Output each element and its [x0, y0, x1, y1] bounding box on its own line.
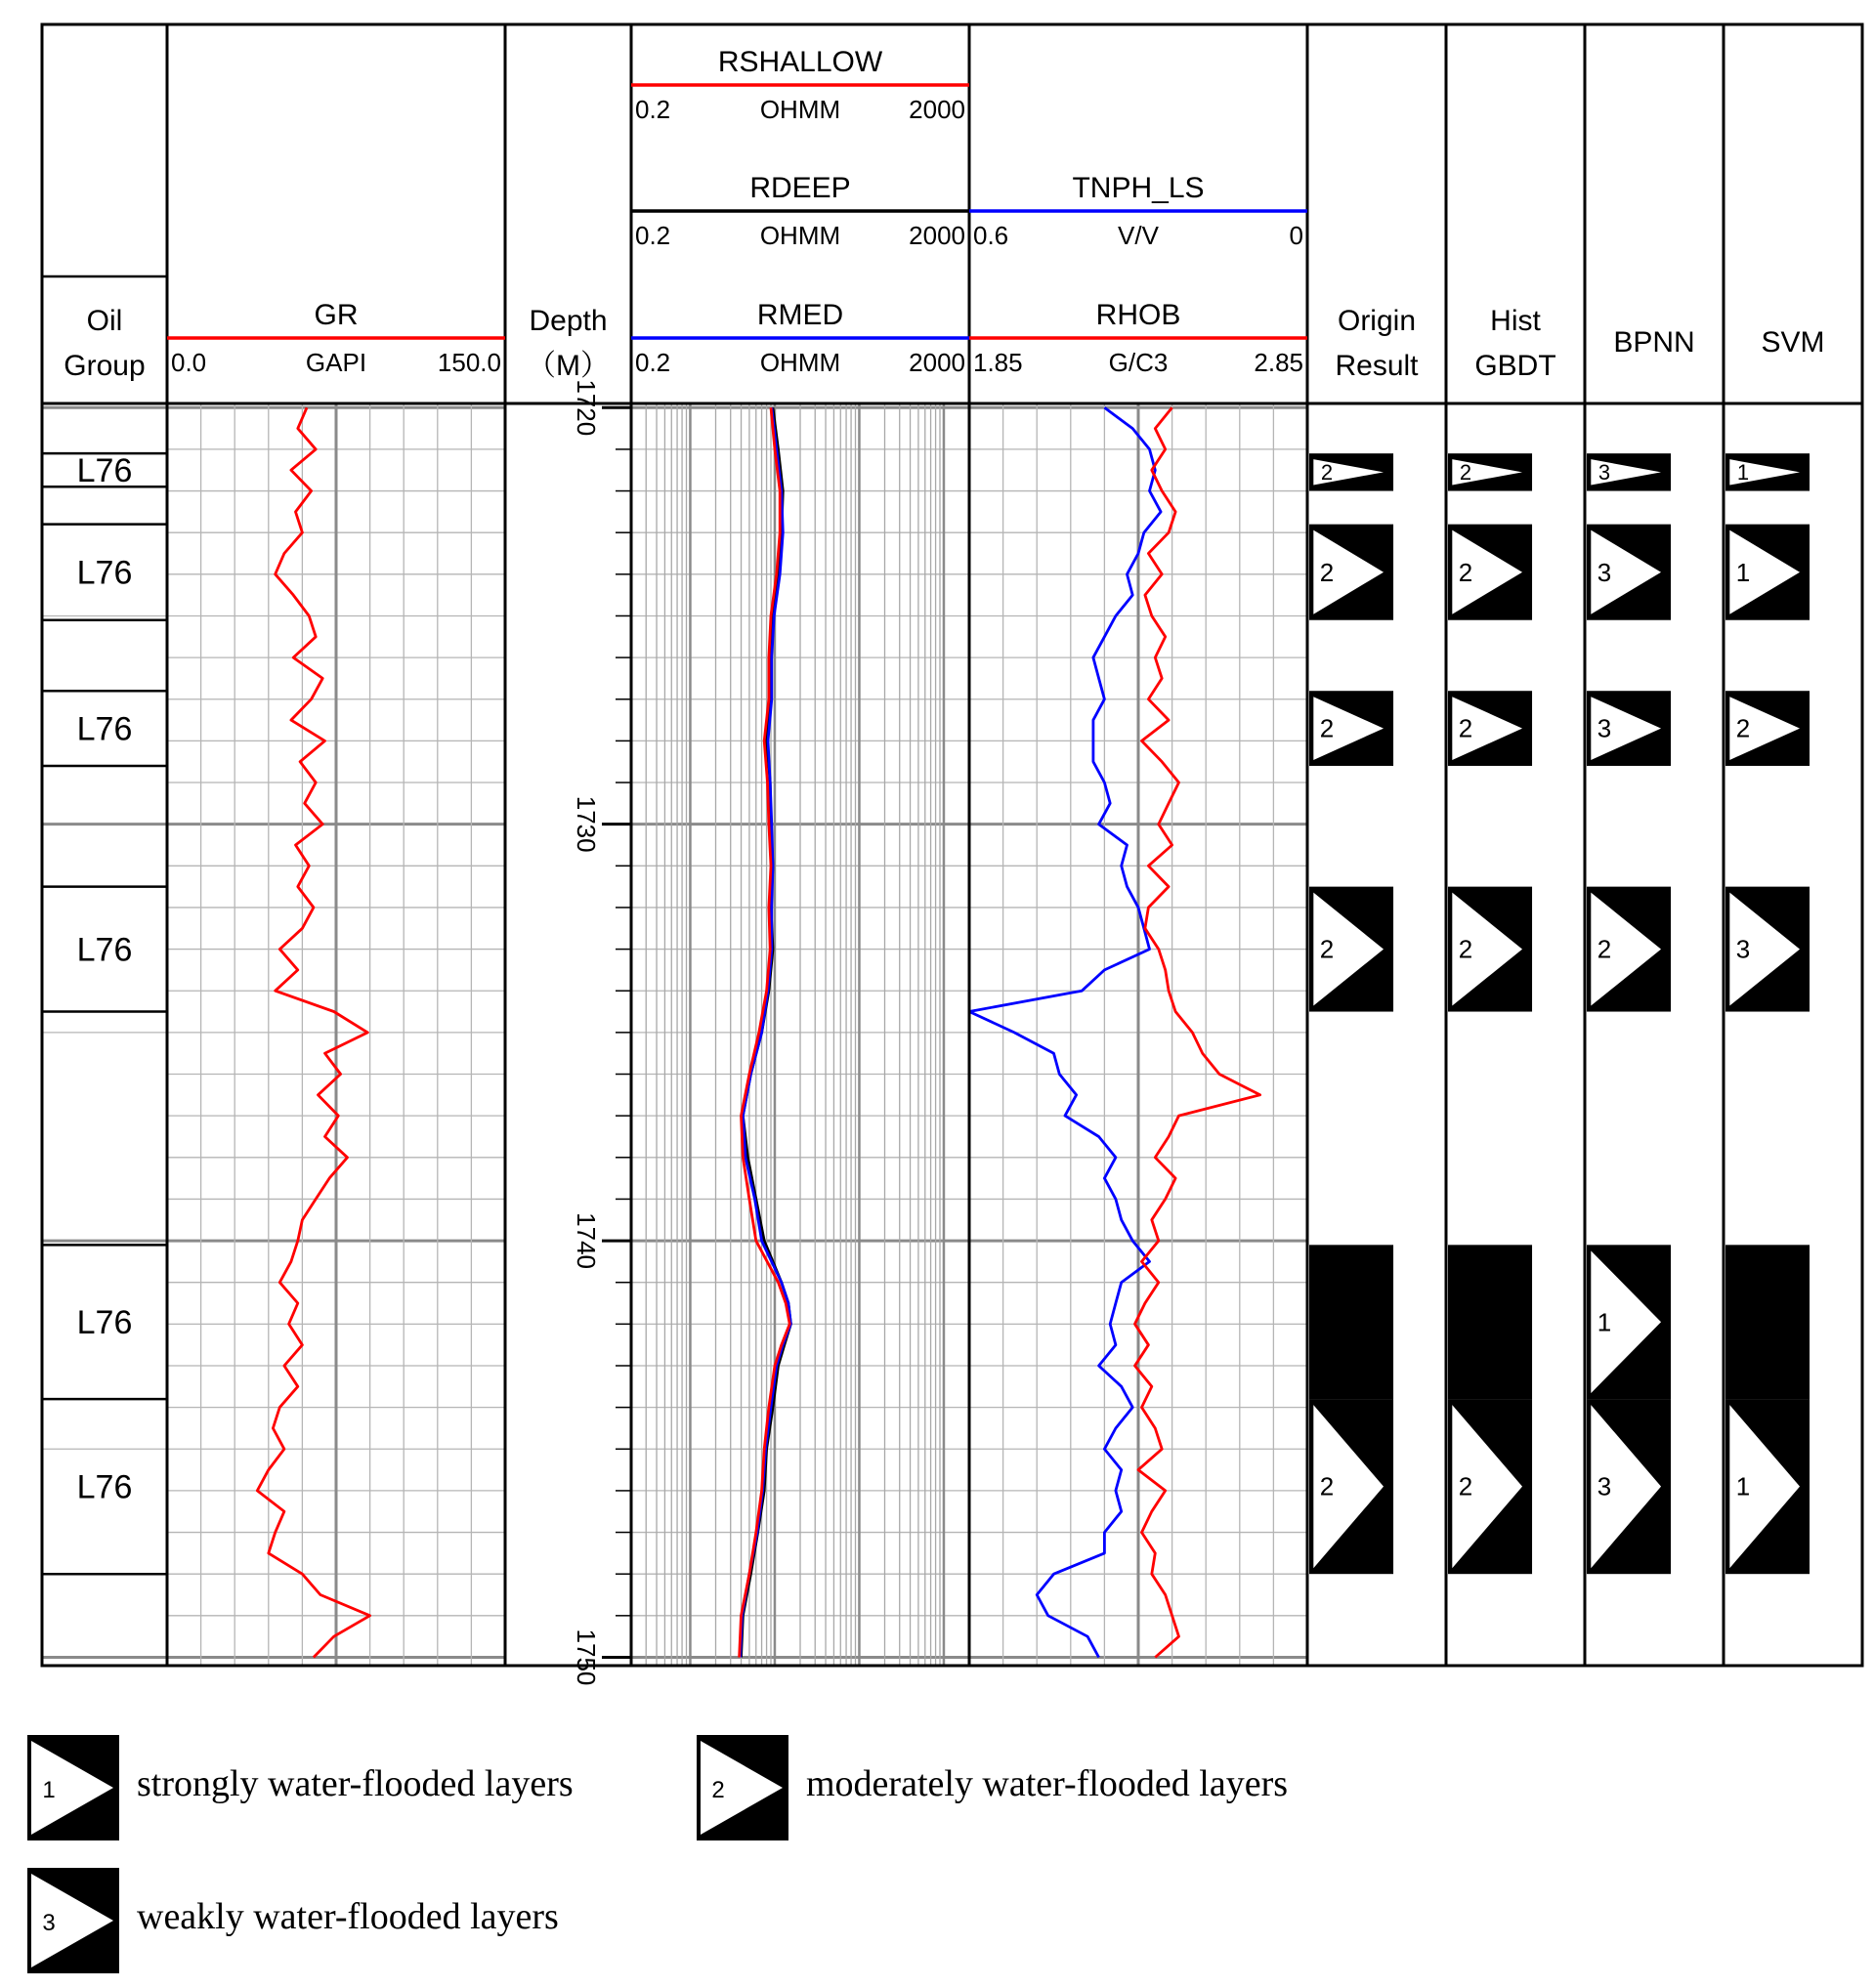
rshallow-max-label: 2000: [909, 95, 965, 124]
bpnn-class-label: 1: [1597, 1307, 1612, 1337]
origin-class-label: 2: [1320, 460, 1334, 486]
origin-header: Origin: [1337, 305, 1417, 337]
oil-group-label: L76: [76, 1304, 133, 1342]
gbdt-class-label: 2: [1458, 1471, 1473, 1502]
interval-layer: [42, 452, 1810, 1574]
rmed-unit: OHMM: [759, 348, 841, 377]
depth-tick-label: 1720: [572, 379, 601, 437]
rmed-min-label: 0.2: [635, 348, 671, 377]
oil-group-label: L76: [76, 710, 133, 748]
svm-class-label: 3: [1735, 934, 1751, 964]
rshallow-header-name: RSHALLOW: [717, 46, 883, 78]
rmed-header-name: RMED: [756, 299, 844, 331]
rhob-max-label: 2.85: [1254, 348, 1303, 377]
legend-flag-1-icon: [27, 1735, 119, 1840]
origin-class-label: 2: [1319, 713, 1335, 743]
oil-group-header: Group: [64, 350, 146, 382]
gbdt-class-label: 2: [1459, 460, 1472, 486]
svm-block: [1725, 1245, 1810, 1399]
rshallow-unit: OHMM: [759, 95, 841, 124]
origin-class-label: 2: [1319, 934, 1335, 964]
tnph-header-name: TNPH_LS: [1072, 172, 1205, 204]
grid-layer: [42, 403, 1307, 1666]
depth-tick-label: 1730: [572, 795, 601, 853]
gbdt-class-label: 2: [1458, 557, 1473, 587]
gbdt-class-label: 2: [1458, 934, 1473, 964]
legend-label: weakly water-flooded layers: [137, 1896, 559, 1937]
gr-max-label: 150.0: [437, 348, 501, 377]
origin-block: [1309, 1245, 1393, 1399]
depth-header: Depth: [529, 305, 608, 337]
legend-flag-code: 1: [42, 1777, 56, 1803]
legend-flag-code: 3: [42, 1910, 56, 1936]
oil-group-label: L76: [76, 452, 133, 490]
svm-class-label: 1: [1735, 557, 1751, 587]
svm-class-label: 1: [1736, 460, 1750, 486]
gr-unit: GAPI: [305, 348, 367, 377]
origin-class-label: 2: [1319, 1471, 1335, 1502]
depth-unit: （M）: [527, 350, 610, 382]
legend-label: strongly water-flooded layers: [137, 1763, 574, 1804]
rmed-max-label: 2000: [909, 348, 965, 377]
rhob-min-label: 1.85: [973, 348, 1023, 377]
rdeep-min-label: 0.2: [635, 221, 671, 250]
legend-label: moderately water-flooded layers: [806, 1763, 1289, 1804]
tnph-max-label: 0: [1289, 221, 1303, 250]
depth-tick-label: 1740: [572, 1212, 601, 1269]
bpnn-class-label: 3: [1597, 557, 1612, 587]
rshallow-min-label: 0.2: [635, 95, 671, 124]
gbdt-class-label: 2: [1458, 713, 1473, 743]
rdeep-unit: OHMM: [759, 221, 841, 250]
svm-header: SVM: [1761, 326, 1825, 359]
bpnn-header: BPNN: [1613, 326, 1695, 359]
bpnn-class-label: 3: [1597, 713, 1612, 743]
bpnn-class-label: 3: [1597, 460, 1611, 486]
legend-flag-3-icon: [27, 1868, 119, 1973]
svm-class-label: 1: [1735, 1471, 1751, 1502]
rdeep-max-label: 2000: [909, 221, 965, 250]
legend-flag-2-icon: [697, 1735, 788, 1840]
bpnn-class-label: 2: [1597, 934, 1612, 964]
gbdt-header: GBDT: [1474, 350, 1556, 382]
rdeep-header-name: RDEEP: [749, 172, 851, 204]
rhob-unit: G/C3: [1108, 348, 1169, 377]
oil-group-label: L76: [76, 931, 133, 969]
gr-header-name: GR: [314, 299, 359, 331]
gbdt-header: Hist: [1490, 305, 1541, 337]
tnph-unit: V/V: [1118, 221, 1159, 250]
gr-min-label: 0.0: [171, 348, 207, 377]
oil-group-label: L76: [76, 554, 133, 592]
depth-tick-label: 1750: [572, 1628, 601, 1686]
gbdt-block: [1448, 1245, 1532, 1399]
origin-class-label: 2: [1319, 557, 1335, 587]
oil-group-label: L76: [76, 1468, 133, 1506]
bpnn-class-label: 3: [1597, 1471, 1612, 1502]
tnph-min-label: 0.6: [973, 221, 1009, 250]
legend-flag-code: 2: [711, 1777, 725, 1803]
svm-class-label: 2: [1735, 713, 1751, 743]
oil-group-header: Oil: [86, 305, 123, 337]
rhob-header-name: RHOB: [1095, 299, 1181, 331]
origin-header: Result: [1335, 350, 1419, 382]
